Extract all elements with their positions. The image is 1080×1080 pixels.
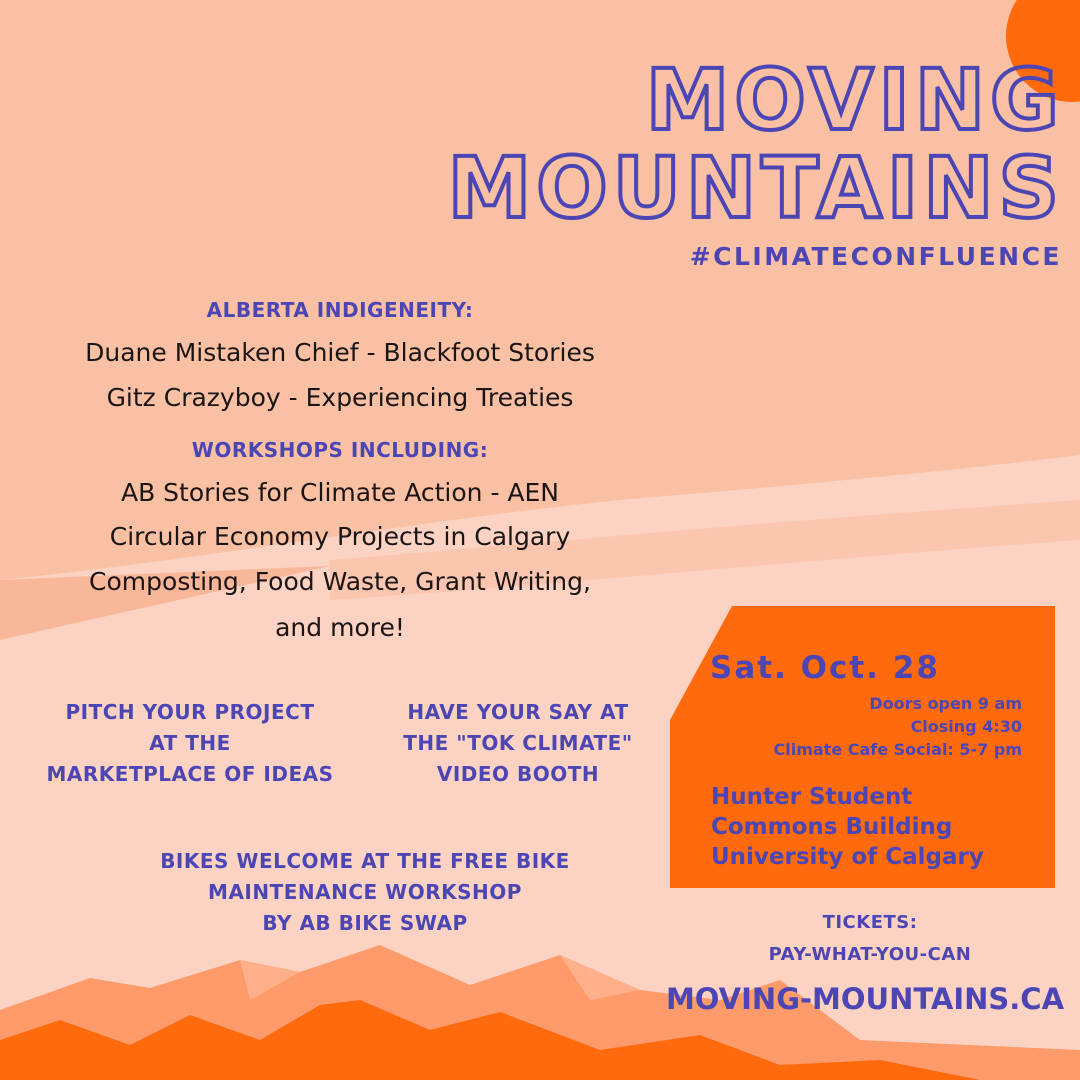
workshop-item-3: Composting, Food Waste, Grant Writing, [89, 567, 591, 596]
title-line-1: MOVING [645, 51, 1064, 149]
title-line-2: MOUNTAINS [447, 139, 1064, 237]
event-times: Doors open 9 am Closing 4:30 Climate Cafe Social: 5-7 pm [773, 694, 1022, 759]
indigeneity-item-2: Gitz Crazyboy - Experiencing Treaties [106, 383, 574, 412]
pitch-project-text: PITCH YOUR PROJECT AT THE MARKETPLACE OF IDEAS [46, 700, 334, 786]
indigeneity-item-1: Duane Mistaken Chief - Blackfoot Stories [85, 338, 595, 367]
workshop-item-4: and more! [275, 613, 405, 642]
workshop-item-1: AB Stories for Climate Action - AEN [120, 478, 560, 507]
event-venue: Hunter Student Commons Building University of Calgary [711, 784, 984, 870]
workshops-label: WORKSHOPS INCLUDING: [191, 438, 489, 462]
workshop-item-2: Circular Economy Projects in Calgary [109, 522, 571, 551]
bike-workshop-text: BIKES WELCOME AT THE FREE BIKE MAINTENANCE WORKSHOP BY AB BIKE SWAP [160, 849, 570, 935]
indigeneity-label: ALBERTA INDIGENEITY: [206, 298, 474, 322]
event-date: Sat. Oct. 28 [710, 650, 940, 686]
video-booth-text: HAVE YOUR SAY AT THE "TOK CLIMATE" VIDEO BOOTH [403, 700, 633, 786]
website-link[interactable]: MOVING-MOUNTAINS.CA [665, 982, 1065, 1016]
tickets-price: PAY-WHAT-YOU-CAN [768, 944, 972, 965]
hashtag: #CLIMATECONFLUENCE [689, 242, 1062, 271]
tickets-label: TICKETS: [822, 912, 918, 933]
